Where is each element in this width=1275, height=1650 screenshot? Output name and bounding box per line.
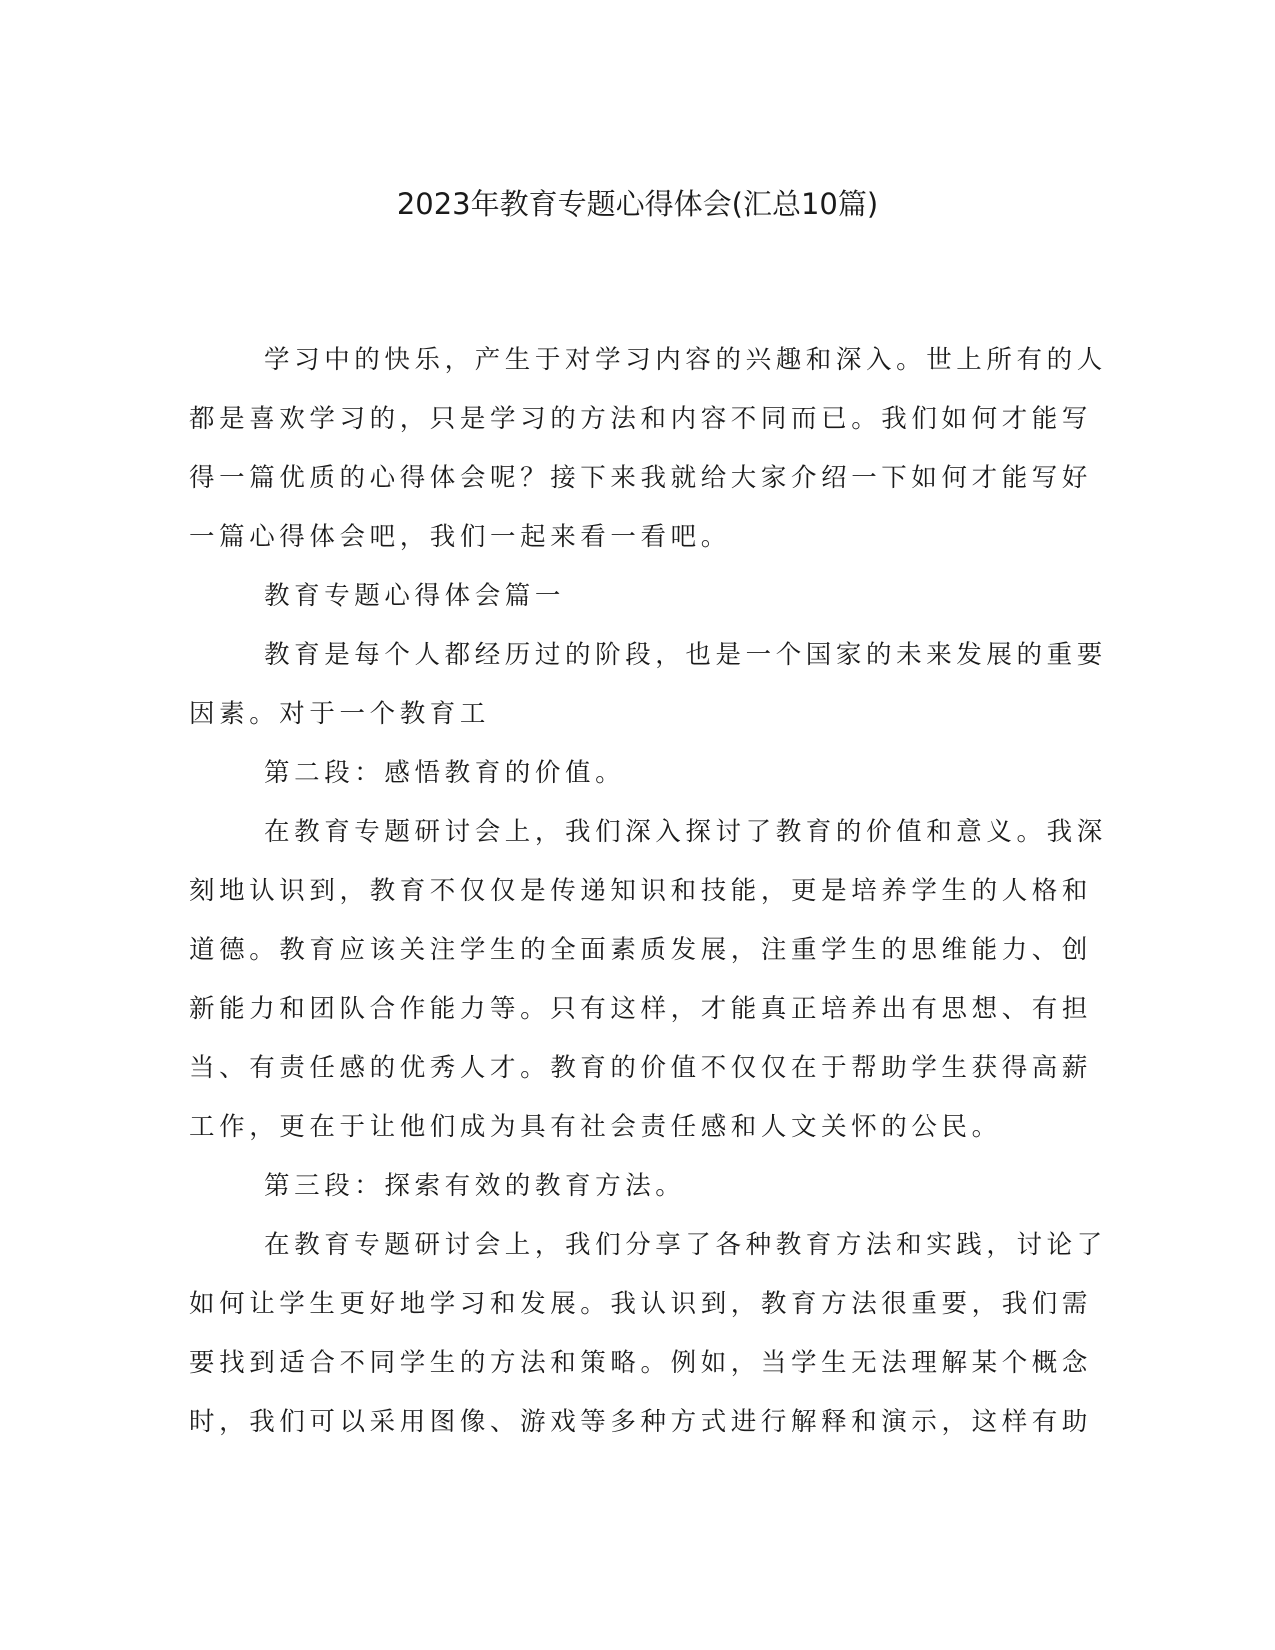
text-line: 在教育专题研讨会上，我们分享了各种教育方法和实践，讨论了 [264,1230,1107,1260]
document-title: 2023年教育专题心得体会(汇总10篇) [396,187,879,221]
text-line: 道德。教育应该关注学生的全面素质发展，注重学生的思维能力、创 [189,935,1093,965]
text-line: 学习中的快乐，产生于对学习内容的兴趣和深入。世上所有的人 [264,345,1107,375]
text-line: 都是喜欢学习的，只是学习的方法和内容不同而已。我们如何才能写 [189,404,1093,434]
text-line: 一篇心得体会吧，我们一起来看一看吧。 [189,522,731,552]
text-line: 第三段：探索有效的教育方法。 [264,1171,686,1201]
text-line: 时，我们可以采用图像、游戏等多种方式进行解释和演示，这样有助 [189,1407,1093,1437]
text-line: 要找到适合不同学生的方法和策略。例如，当学生无法理解某个概念 [189,1348,1093,1378]
text-line: 如何让学生更好地学习和发展。我认识到，教育方法很重要，我们需 [189,1289,1093,1319]
text-line: 因素。对于一个教育工 [189,699,491,729]
text-line: 在教育专题研讨会上，我们深入探讨了教育的价值和意义。我深 [264,817,1107,847]
text-line: 当、有责任感的优秀人才。教育的价值不仅仅在于帮助学生获得高薪 [189,1053,1093,1083]
text-line: 新能力和团队合作能力等。只有这样，才能真正培养出有思想、有担 [189,994,1093,1024]
document-body [189,331,1107,1452]
text-line: 得一篇优质的心得体会呢？接下来我就给大家介绍一下如何才能写好 [189,463,1093,493]
text-line: 第二段：感悟教育的价值。 [264,758,626,788]
text-line: 工作，更在于让他们成为具有社会责任感和人文关怀的公民。 [189,1112,1002,1142]
text-line: 教育是每个人都经历过的阶段，也是一个国家的未来发展的重要 [264,640,1107,670]
text-line: 教育专题心得体会篇一 [264,581,566,611]
text-line: 刻地认识到，教育不仅仅是传递知识和技能，更是培养学生的人格和 [189,876,1093,906]
